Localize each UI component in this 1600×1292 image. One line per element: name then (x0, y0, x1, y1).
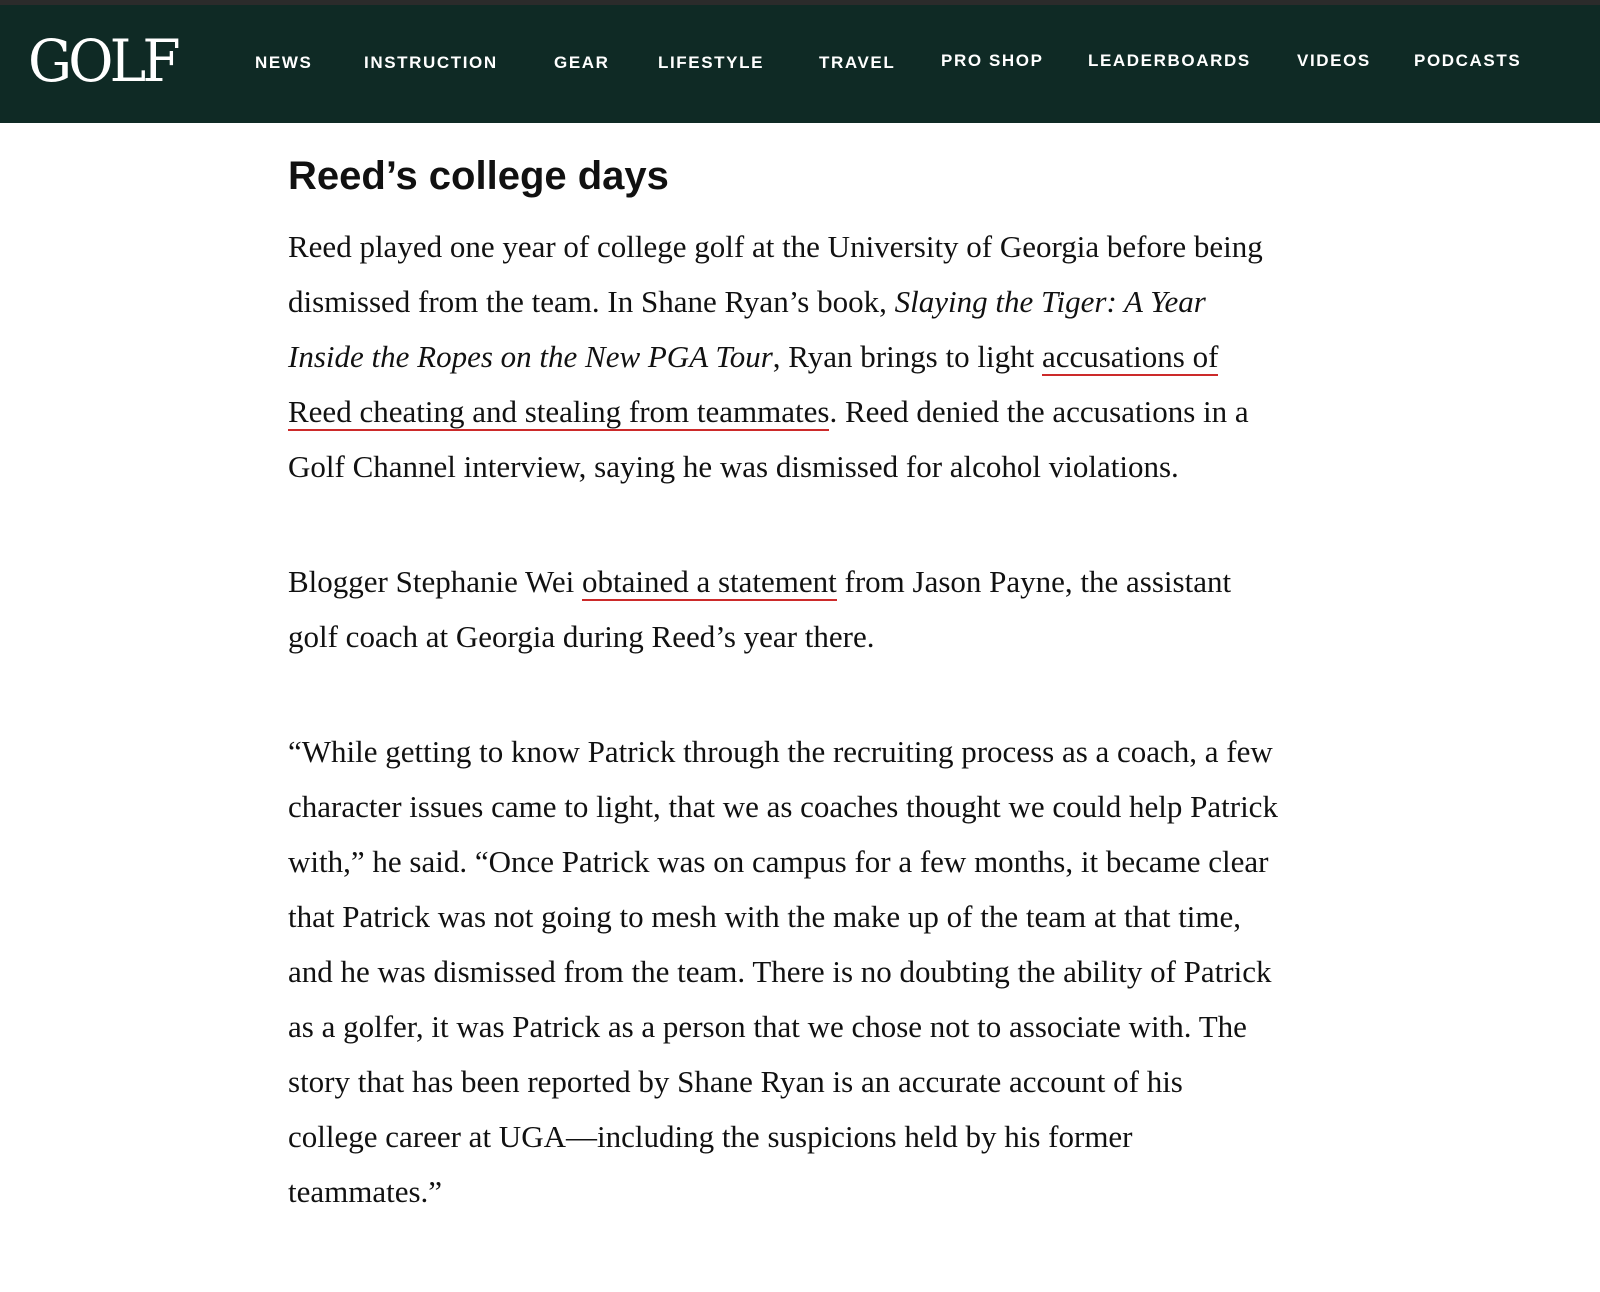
paragraph-text: Blogger Stephanie Wei (288, 564, 582, 599)
paragraph-coach-quote: “While getting to know Patrick through the recruiting process as a coach, a few character issues came to light, that we as coaches thought we could help Patrick with,” he said. “Once Patrick was on campus for a few months, it became clear that Patrick was not going to mesh with the make up of the team at that time, and he was dismissed from the team. There is no doubting the ability of Patrick as a golfer, it was Patrick as a person that we chose not to associate with. The story that has been reported by Shane Ryan is an accurate account of his college career at UGA—including the suspicions held by his former teammates.” (288, 734, 1278, 1209)
book-title: Slaying the Tiger: A Year Inside the Ropes on the New PGA Tour (288, 284, 1206, 374)
nav-item-travel[interactable]: TRAVEL (819, 53, 896, 72)
nav-item-pro-shop[interactable]: PRO SHOP (941, 51, 1044, 70)
paragraph-text: Reed played one year of college golf at the University of Georgia before being dismissed from the team. In Shane Ryan’s book, (288, 229, 1263, 319)
paragraph-blogger-statement (288, 554, 1278, 664)
site-header (0, 5, 1600, 123)
paragraph-text: , Ryan brings to light (772, 339, 1042, 374)
nav-item-lifestyle[interactable]: LIFESTYLE (658, 53, 765, 72)
nav-item-news[interactable]: NEWS (255, 53, 313, 72)
accusations-link[interactable]: accusations of Reed cheating and stealing from teammates (288, 339, 1219, 429)
section-heading: Reed’s college days (288, 154, 669, 198)
nav-item-leaderboards[interactable]: LEADERBOARDS (1088, 51, 1251, 70)
paragraph-text: . Reed denied the accusations in a Golf Channel interview, saying he was dismissed for alcohol violations. (288, 394, 1249, 484)
article-body (288, 140, 1278, 1219)
statement-link[interactable]: obtained a statement (581, 564, 837, 599)
golf-logo[interactable]: GOLF (28, 27, 177, 95)
nav-item-podcasts[interactable]: PODCASTS (1414, 51, 1522, 70)
paragraph-text: from Jason Payne, the assistant golf coach at Georgia during Reed’s year there. (288, 564, 1232, 654)
paragraph-college-golf (288, 219, 1278, 494)
nav-item-instruction[interactable]: INSTRUCTION (364, 53, 498, 72)
nav-item-videos[interactable]: VIDEOS (1297, 51, 1371, 70)
nav-item-gear[interactable]: GEAR (554, 53, 610, 72)
